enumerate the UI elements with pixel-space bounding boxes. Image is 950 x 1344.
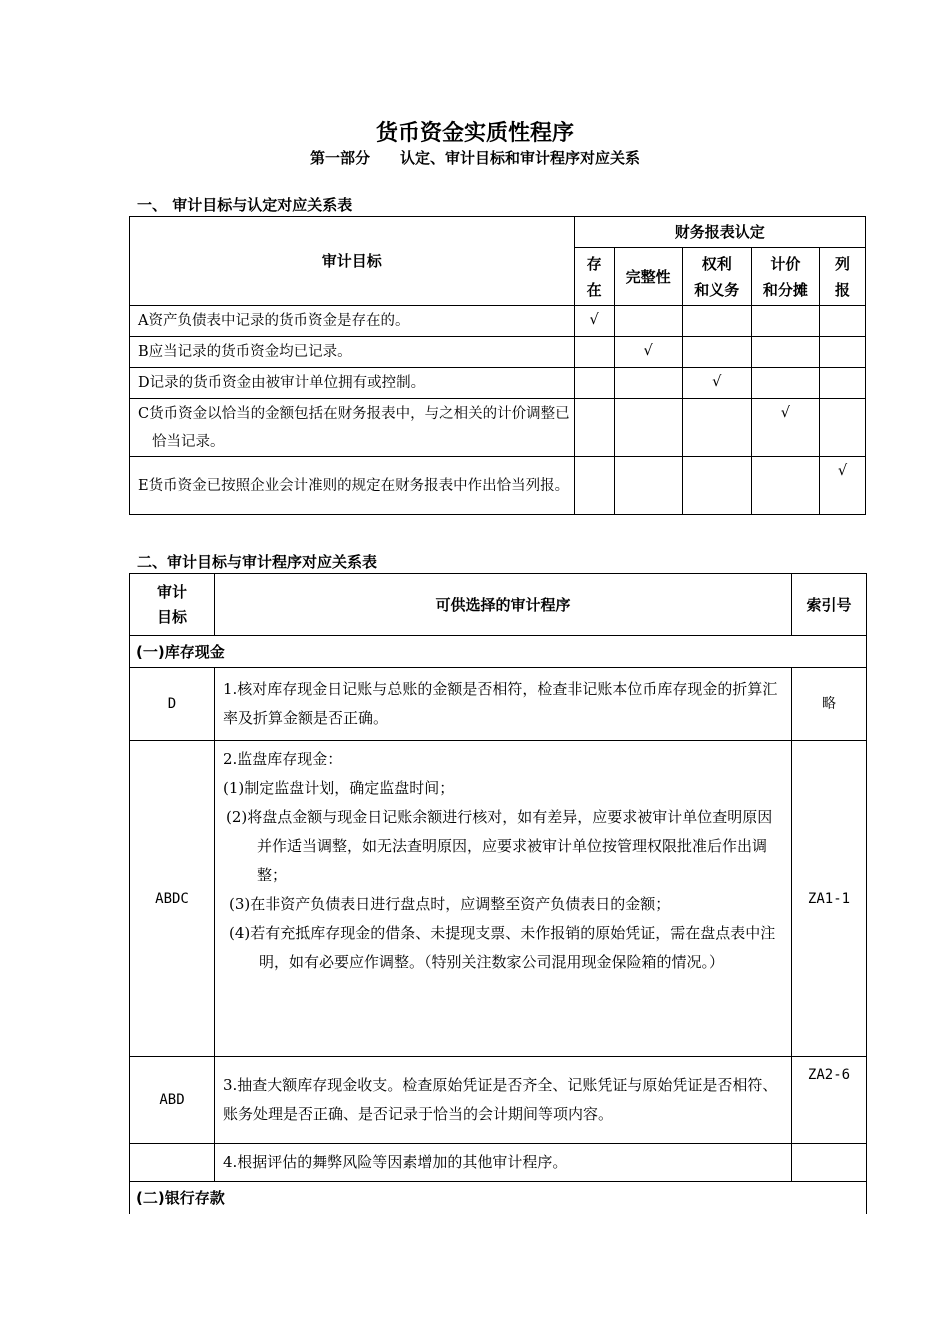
empty-cell	[574, 337, 614, 368]
document-title: 货币资金实质性程序	[375, 121, 574, 146]
check-mark: √	[574, 306, 614, 337]
group-cash: (一)库存现金	[130, 636, 867, 668]
header-assertions: 财务报表认定	[574, 217, 865, 248]
procedure-index: ZA2-6	[792, 1057, 867, 1144]
objective-text: A资产负债表中记录的货币资金是存在的。	[130, 306, 575, 337]
check-mark: √	[819, 457, 865, 515]
procedure-text: 2.监盘库存现金： (1)制定监盘计划，确定监盘时间； (2)将盘点金额与现金日记账余额进行核对，如有差异，应要求被审计单位查明原因并作适当调整，如无法查明原因，应要求被审计单位按管理权限批准后作出调整； (3)在非资产负债表日进行盘点时，应调整至资产负债表日的金额； (4)若有充抵库存现金的借条、未提现支票、未作报销的原始凭证，需在盘点表中注明，如有必要应作调整。（特别关注数家公司混用现金保险箱的情况。）	[215, 741, 792, 1057]
check-mark: √	[682, 368, 751, 399]
empty-cell	[614, 368, 682, 399]
subtitle-text: 认定、审计目标和审计程序对应关系	[400, 149, 641, 167]
assertion-col-2: 完整性	[614, 248, 682, 306]
empty-cell	[751, 337, 819, 368]
objective-text: B应当记录的货币资金均已记录。	[130, 337, 575, 368]
objective-text: C货币资金以恰当的金额包括在财务报表中，与之相关的计价调整已恰当记录。	[130, 399, 575, 457]
procedure-table	[129, 573, 867, 1214]
assertion-col-1: 存 在	[574, 248, 614, 306]
procedure-row	[130, 741, 867, 1057]
header-index: 索引号	[792, 574, 867, 636]
empty-cell	[682, 399, 751, 457]
empty-cell	[682, 306, 751, 337]
procedure-text: 4.根据评估的舞弊风险等因素增加的其他审计程序。	[215, 1144, 792, 1182]
procedure-row	[130, 1057, 867, 1144]
empty-cell	[574, 457, 614, 515]
header-objective-col: 审计 目标	[130, 574, 215, 636]
objective-row	[130, 457, 866, 515]
objective-row	[130, 368, 866, 399]
empty-cell	[819, 337, 865, 368]
objective-row	[130, 399, 866, 457]
subtitle-part: 第一部分	[309, 149, 370, 167]
empty-cell	[751, 368, 819, 399]
empty-cell	[819, 306, 865, 337]
procedure-text: 1.核对库存现金日记账与总账的金额是否相符，检查非记账本位币库存现金的折算汇率及折算金额是否正确。	[215, 668, 792, 741]
header-procedure: 可供选择的审计程序	[215, 574, 792, 636]
empty-cell	[751, 306, 819, 337]
check-mark: √	[751, 399, 819, 457]
procedure-text: 3.抽查大额库存现金收支。检查原始凭证是否齐全、记账凭证与原始凭证是否相符、账务处理是否正确、是否记录于恰当的会计期间等项内容。	[215, 1057, 792, 1144]
check-mark: √	[614, 337, 682, 368]
empty-cell	[682, 457, 751, 515]
objective-row	[130, 337, 866, 368]
header-objective: 审计目标	[130, 217, 575, 306]
empty-cell	[819, 368, 865, 399]
procedure-objective: D	[130, 668, 215, 741]
group-bank: (二)银行存款	[130, 1182, 867, 1214]
objective-text: E货币资金已按照企业会计准则的规定在财务报表中作出恰当列报。	[130, 457, 575, 515]
assertion-col-3: 权利 和义务	[682, 248, 751, 306]
objective-row	[130, 306, 866, 337]
procedure-objective: ABDC	[130, 741, 215, 1057]
empty-cell	[682, 337, 751, 368]
document-subtitle	[0, 147, 950, 168]
assertion-table	[129, 216, 866, 515]
assertion-col-4: 计价 和分摊	[751, 248, 819, 306]
section2-heading: 二、审计目标与审计程序对应关系表	[137, 553, 378, 571]
empty-cell	[614, 306, 682, 337]
procedure-row	[130, 668, 867, 741]
procedure-objective	[130, 1144, 215, 1182]
empty-cell	[614, 457, 682, 515]
empty-cell	[574, 368, 614, 399]
empty-cell	[751, 457, 819, 515]
procedure-index	[792, 1144, 867, 1182]
empty-cell	[574, 399, 614, 457]
procedure-objective: ABD	[130, 1057, 215, 1144]
assertion-col-5: 列 报	[819, 248, 865, 306]
objective-text: D记录的货币资金由被审计单位拥有或控制。	[130, 368, 575, 399]
section1-heading: 一、 审计目标与认定对应关系表	[137, 196, 353, 214]
empty-cell	[819, 399, 865, 457]
procedure-row	[130, 1144, 867, 1182]
empty-cell	[614, 399, 682, 457]
procedure-index: 略	[792, 668, 867, 741]
procedure-index: ZA1-1	[792, 741, 867, 1057]
